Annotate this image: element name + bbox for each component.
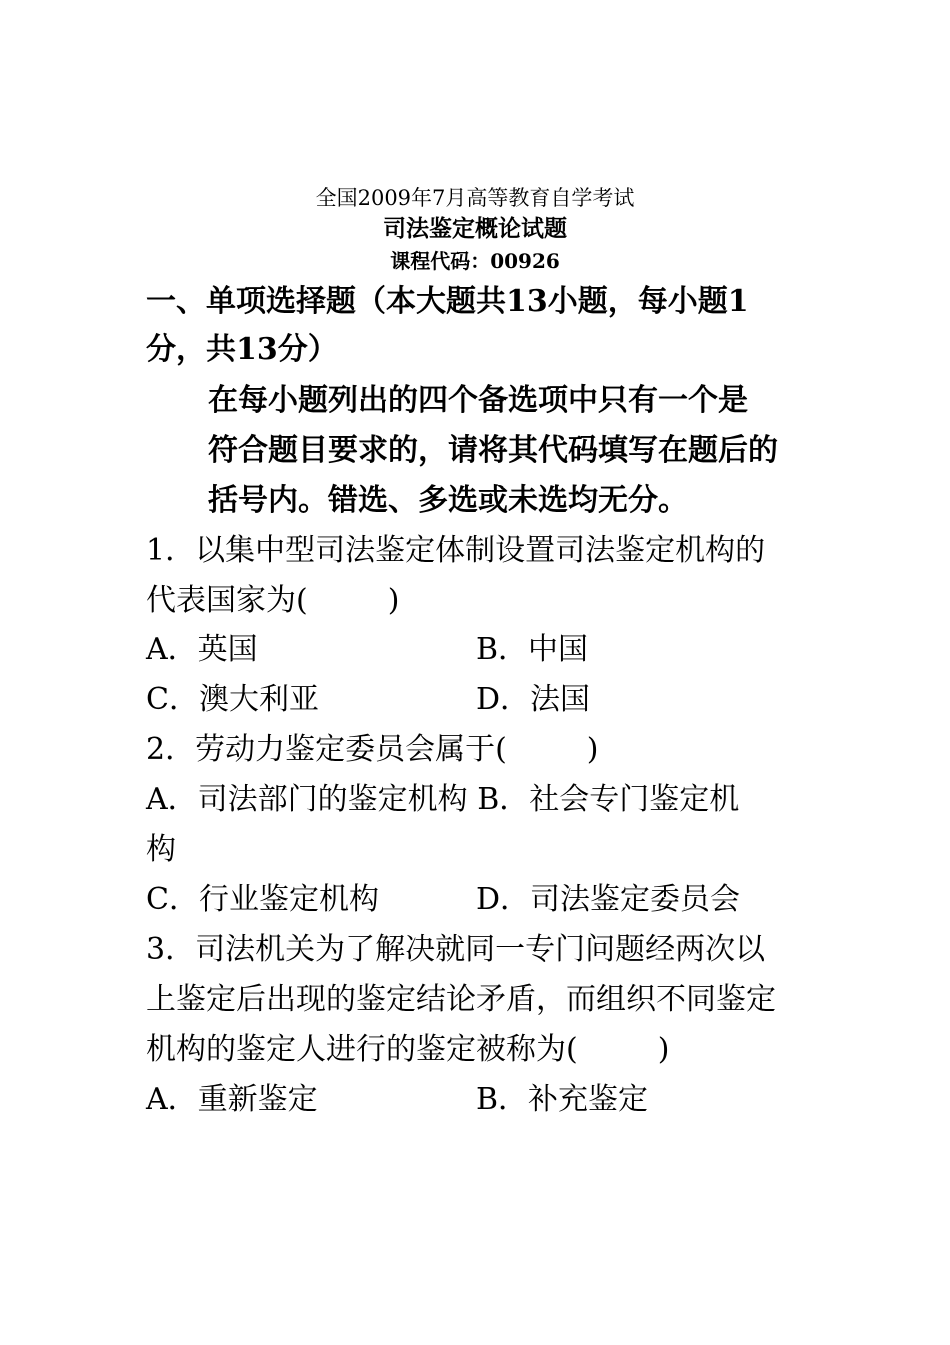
question-1-stem-line-1: 1．以集中型司法鉴定体制设置司法鉴定机构的 <box>146 533 766 568</box>
close-paren: ) <box>657 1032 670 1067</box>
exam-subject-title: 司法鉴定概论试题 <box>383 215 567 242</box>
close-paren: ) <box>586 732 599 767</box>
question-3-stem-line-1: 3．司法机关为了解决就同一专门问题经两次以 <box>146 932 766 967</box>
section-instruction-line-1: 在每小题列出的四个备选项中只有一个是 <box>208 383 748 418</box>
question-2-option-d: D．司法鉴定委员会 <box>476 882 741 917</box>
section-instruction-line-3: 括号内。错选、多选或未选均无分。 <box>208 483 688 518</box>
course-code: 课程代码：00926 <box>390 249 560 273</box>
section-title-line-2: 分，共13分） <box>146 332 338 367</box>
question-2-options-ab-wrap: 构 <box>146 832 176 867</box>
exam-header: 全国2009年7月高等教育自学考试 <box>315 186 635 210</box>
section-title-line-1: 一、单项选择题（本大题共13小题，每小题1 <box>146 284 749 319</box>
close-paren: ) <box>387 583 400 618</box>
question-3-stem-text: 机构的鉴定人进行的鉴定被称为( <box>146 1032 578 1067</box>
question-3-option-a: A．重新鉴定 <box>146 1082 318 1117</box>
question-2-stem-line-1 <box>146 727 599 773</box>
question-1-stem-line-2 <box>146 578 399 624</box>
question-1-option-b: B．中国 <box>476 632 589 667</box>
question-3-option-b: B．补充鉴定 <box>476 1082 649 1117</box>
question-2-stem-text: 2．劳动力鉴定委员会属于( <box>146 732 507 767</box>
question-3-stem-line-2: 上鉴定后出现的鉴定结论矛盾，而组织不同鉴定 <box>146 982 776 1017</box>
question-1-stem-text: 代表国家为( <box>146 583 308 618</box>
question-1-option-a: A．英国 <box>146 632 258 667</box>
question-1-option-d: D．法国 <box>476 682 591 717</box>
question-2-option-c: C．行业鉴定机构 <box>146 882 379 917</box>
section-instruction-line-2: 符合题目要求的，请将其代码填写在题后的 <box>208 433 778 468</box>
question-2-options-ab: A．司法部门的鉴定机构 B．社会专门鉴定机 <box>146 782 740 817</box>
question-1-option-c: C．澳大利亚 <box>146 682 319 717</box>
question-3-stem-line-3 <box>146 1027 669 1073</box>
